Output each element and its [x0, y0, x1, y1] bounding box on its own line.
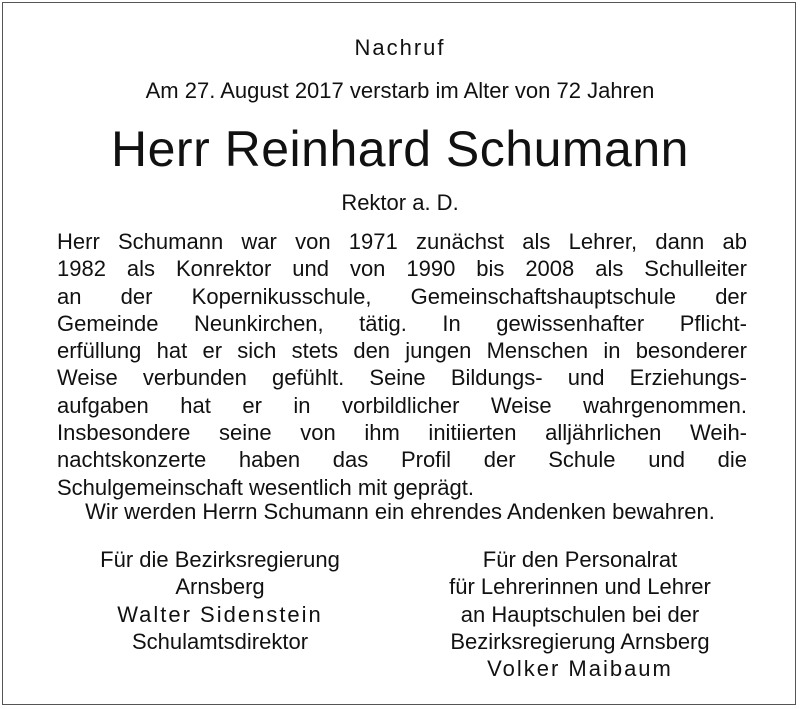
obituary-line: 1982 als Konrektor und von 1990 bis 2008 als Schulleiter: [57, 256, 747, 282]
notice-heading: Nachruf: [354, 35, 446, 60]
signatory-left: [40, 546, 400, 655]
signatory-right-authority: Bezirksregierung Arnsberg: [450, 628, 710, 654]
signatory-left-role: Schulamtsdirektor: [131, 628, 309, 654]
obituary-line: erfüllung hat er sich stets den jungen Menschen in besonderer: [57, 338, 747, 364]
signatory-right: [390, 546, 770, 682]
obituary-text: [57, 228, 747, 501]
closing-statement: Wir werden Herrn Schumann ein ehrendes Andenken bewahren.: [85, 499, 715, 524]
deceased-title: Rektor a. D.: [341, 190, 459, 215]
signatory-left-name: Walter Sidenstein: [117, 601, 323, 627]
obituary-line: aufgaben hat er in vorbildlicher Weise wahrgenommen.: [57, 392, 747, 418]
signatory-right-scope: für Lehrerinnen und Lehrer: [449, 574, 711, 600]
signatory-right-org: Für den Personalrat: [482, 547, 678, 572]
obituary-line: Gemeinde Neunkirchen, tätig. In gewissenhafter Pflicht-: [57, 310, 747, 336]
signatory-left-org: Für die Bezirksregierung: [100, 547, 340, 572]
obituary-line: Insbesondere seine von ihm initiierten alljährlichen Weih-: [57, 420, 747, 446]
obituary-line: an der Kopernikusschule, Gemeinschaftshauptschule der: [57, 283, 747, 309]
signatory-right-scope2: an Hauptschulen bei der: [460, 601, 700, 627]
deceased-name: Herr Reinhard Schumann: [111, 121, 689, 177]
obituary-line: nachtskonzerte haben das Profil der Schule und die: [57, 447, 747, 473]
death-announcement: Am 27. August 2017 verstarb im Alter von 72 Jahren: [145, 78, 655, 103]
signatory-right-name: Volker Maibaum: [487, 656, 673, 682]
obituary-line: Herr Schumann war von 1971 zunächst als Lehrer, dann ab: [57, 229, 747, 254]
signatory-left-city: Arnsberg: [175, 574, 265, 600]
obituary-line: Schulgemeinschaft wesentlich mit geprägt.: [57, 474, 474, 500]
obituary-line: Weise verbunden gefühlt. Seine Bildungs- und Erziehungs-: [57, 365, 747, 391]
